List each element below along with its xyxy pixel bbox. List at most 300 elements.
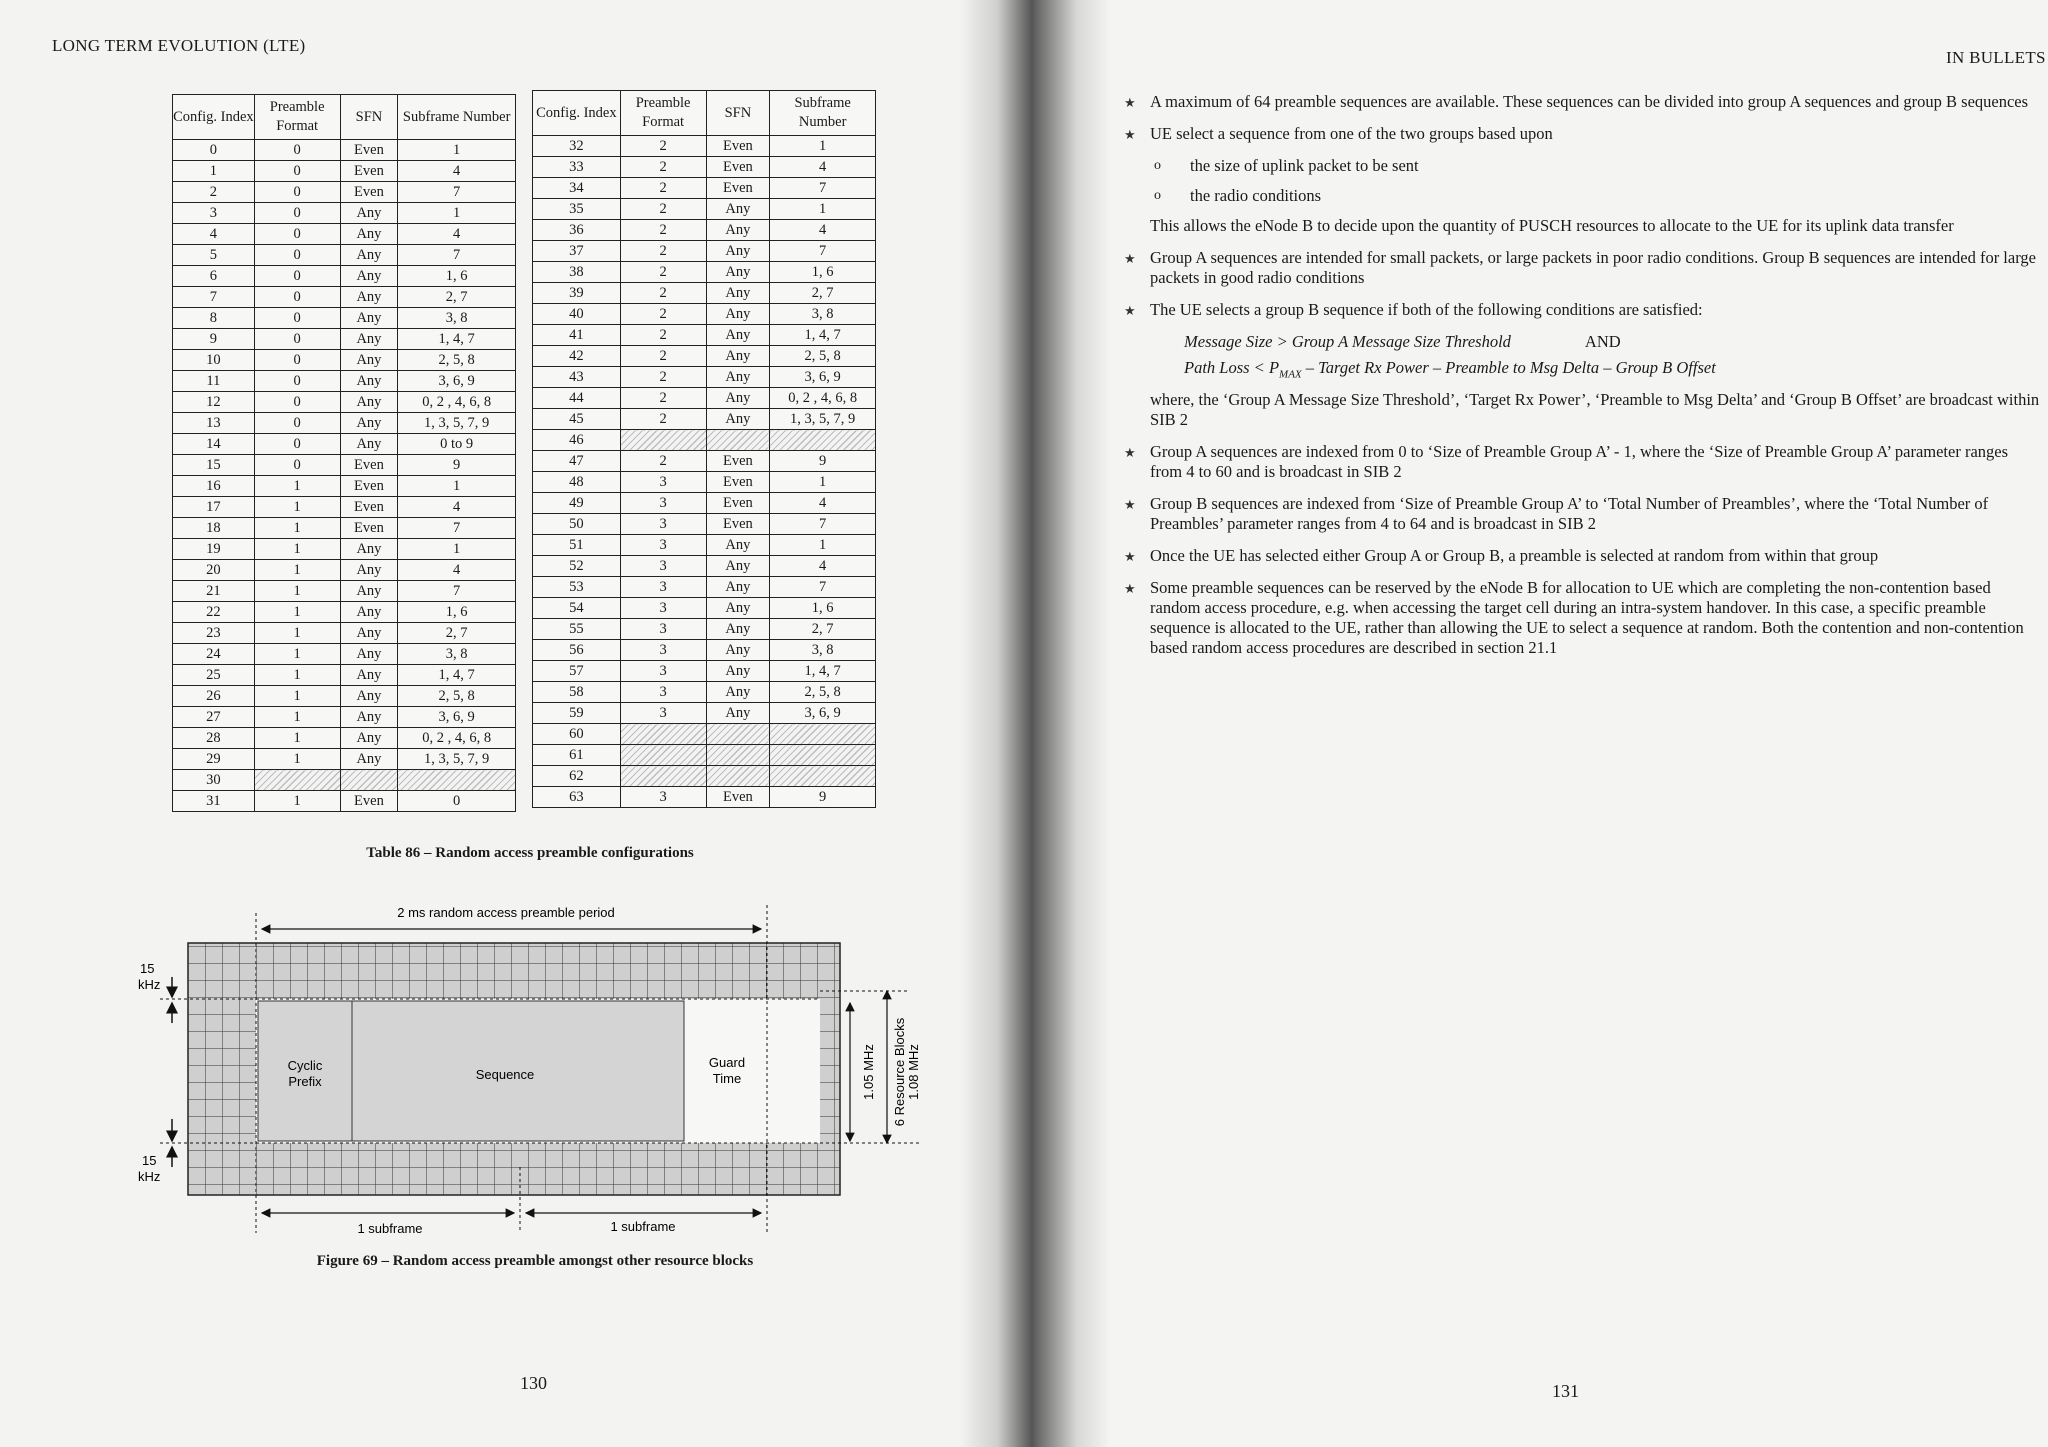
table-cell: Even <box>706 451 770 472</box>
table-row <box>173 728 516 749</box>
table-row <box>533 367 876 388</box>
hatched-cell <box>620 724 706 745</box>
table-cell: 1, 4, 7 <box>398 665 516 686</box>
table-cell: 2 <box>620 157 706 178</box>
top-spacing-unit: kHz <box>138 977 161 992</box>
table-cell: 0 <box>254 434 340 455</box>
table-cell: Even <box>340 455 398 476</box>
table-cell: 45 <box>533 409 621 430</box>
table-cell: 31 <box>173 791 255 812</box>
table-cell: Any <box>706 703 770 724</box>
table-cell: 0 <box>173 140 255 161</box>
table-cell: Any <box>706 619 770 640</box>
table-cell: Any <box>340 245 398 266</box>
bottom-spacing-value: 15 <box>142 1153 157 1168</box>
table-cell: 44 <box>533 388 621 409</box>
bullet-list <box>1124 92 2040 670</box>
table-cell: 30 <box>173 770 255 791</box>
sub-bullet-text: the size of uplink packet to be sent <box>1190 156 1419 175</box>
table-cell: 2 <box>620 451 706 472</box>
table-cell: Any <box>340 203 398 224</box>
hatched-cell <box>706 430 770 451</box>
table-cell: 60 <box>533 724 621 745</box>
equation-subscript: MAX <box>1279 368 1302 381</box>
table-cell: 1 <box>254 623 340 644</box>
hatched-cell <box>706 766 770 787</box>
header-subframe-number: Subframe Number <box>770 91 876 136</box>
table-row <box>533 577 876 598</box>
table-cell: 1 <box>254 581 340 602</box>
figure-caption: Figure 69 – Random access preamble amongst other resource blocks <box>316 1253 754 1269</box>
table-cell: 1, 3, 5, 7, 9 <box>770 409 876 430</box>
table-row <box>533 514 876 535</box>
table-row <box>533 766 876 787</box>
table-cell: Any <box>706 598 770 619</box>
table-cell: 0 <box>254 392 340 413</box>
table-cell: 1 <box>254 644 340 665</box>
table-cell: 3 <box>620 661 706 682</box>
table-cell: 49 <box>533 493 621 514</box>
table-row <box>533 199 876 220</box>
table-cell: 1, 6 <box>398 266 516 287</box>
table-row <box>173 623 516 644</box>
table-cell: Even <box>706 514 770 535</box>
table-row <box>173 161 516 182</box>
table-row <box>533 703 876 724</box>
table-cell: 3 <box>620 556 706 577</box>
bullet-item <box>1124 494 2040 534</box>
table-cell: 3 <box>620 703 706 724</box>
table-cell: Any <box>706 304 770 325</box>
table-cell: 0 <box>254 329 340 350</box>
table-row <box>173 245 516 266</box>
table-cell: Even <box>340 140 398 161</box>
table-row <box>173 413 516 434</box>
table-cell: 1 <box>254 791 340 812</box>
table-cell: 4 <box>770 220 876 241</box>
table-cell: Any <box>706 220 770 241</box>
table-cell: 4 <box>770 493 876 514</box>
table-cell: 0, 2 , 4, 6, 8 <box>770 388 876 409</box>
guard-time-label-2: Time <box>712 1071 742 1086</box>
table-cell: 3 <box>620 619 706 640</box>
bullet-item <box>1124 442 2040 482</box>
table-cell: Any <box>706 640 770 661</box>
table-cell: 37 <box>533 241 621 262</box>
table-row <box>533 598 876 619</box>
table-row <box>533 493 876 514</box>
table-cell: 1 <box>254 539 340 560</box>
table-cell: 14 <box>173 434 255 455</box>
bullet-text: A maximum of 64 preamble sequences are available. These sequences can be divided into group A sequences and group B sequences <box>1150 92 2029 111</box>
table-cell: 0, 2 , 4, 6, 8 <box>398 392 516 413</box>
table-cell: Any <box>706 367 770 388</box>
table-row <box>173 749 516 770</box>
table-cell: 9 <box>770 787 876 808</box>
table-cell: 1 <box>770 199 876 220</box>
table-row <box>173 308 516 329</box>
table-cell: Any <box>340 350 398 371</box>
table-cell: 11 <box>173 371 255 392</box>
header-preamble-format: Preamble Format <box>254 95 340 140</box>
table-cell: 4 <box>173 224 255 245</box>
table-cell: Any <box>706 283 770 304</box>
table-cell: 33 <box>533 157 621 178</box>
bullet-item <box>1124 300 2040 320</box>
top-spacing-value: 15 <box>140 961 155 976</box>
table-cell: 1 <box>254 560 340 581</box>
table-cell: 2 <box>620 409 706 430</box>
table-cell: 0 <box>254 245 340 266</box>
hatched-cell <box>706 724 770 745</box>
table-cell: 55 <box>533 619 621 640</box>
table-row <box>533 409 876 430</box>
table-row <box>533 220 876 241</box>
hatched-cell <box>398 770 516 791</box>
table-cell: 26 <box>173 686 255 707</box>
table-row <box>173 434 516 455</box>
table-row <box>173 455 516 476</box>
table-cell: Even <box>706 178 770 199</box>
table-cell: Any <box>340 623 398 644</box>
table-cell: 2, 5, 8 <box>398 350 516 371</box>
hatched-cell <box>770 430 876 451</box>
header-config-index: Config. Index <box>533 91 621 136</box>
table-cell: 2 <box>620 346 706 367</box>
table-cell: 2 <box>620 220 706 241</box>
table-cell: 53 <box>533 577 621 598</box>
left-running-head: LONG TERM EVOLUTION (LTE) <box>52 36 306 55</box>
table-cell: 46 <box>533 430 621 451</box>
table-row <box>173 329 516 350</box>
table-cell: 3, 6, 9 <box>398 371 516 392</box>
table-cell: 2 <box>620 136 706 157</box>
bullet-text: The UE selects a group B sequence if both of the following conditions are satisfied: <box>1150 300 1703 319</box>
table-cell: 3, 8 <box>770 304 876 325</box>
table-row <box>533 724 876 745</box>
star-bullet-icon: ★ <box>1124 95 1136 110</box>
table-cell: 2, 7 <box>398 623 516 644</box>
paragraph <box>1150 216 2040 236</box>
bottom-spacing-unit: kHz <box>138 1169 161 1184</box>
table-cell: 2, 5, 8 <box>770 682 876 703</box>
table-cell: 1 <box>254 518 340 539</box>
table-cell: 1, 4, 7 <box>770 325 876 346</box>
table-cell: 1, 3, 5, 7, 9 <box>398 413 516 434</box>
table-cell: 40 <box>533 304 621 325</box>
table-cell: 7 <box>398 518 516 539</box>
table-cell: 1 <box>254 497 340 518</box>
header-sfn: SFN <box>706 91 770 136</box>
table-cell: Even <box>340 161 398 182</box>
header-subframe-number: Subframe Number <box>398 95 516 140</box>
table-cell: Any <box>340 392 398 413</box>
table-cell: 1 <box>254 602 340 623</box>
book-gutter <box>960 0 1110 1447</box>
table-cell: 47 <box>533 451 621 472</box>
right-page-number: 131 <box>1552 1381 1579 1401</box>
table-row <box>533 178 876 199</box>
table-row <box>173 224 516 245</box>
table-cell: 59 <box>533 703 621 724</box>
bullet-item <box>1124 578 2040 658</box>
table-cell: Any <box>340 539 398 560</box>
table-row <box>533 640 876 661</box>
table-cell: Even <box>706 136 770 157</box>
table-cell: Any <box>706 388 770 409</box>
table-cell: 0 <box>254 266 340 287</box>
hatched-cell <box>770 724 876 745</box>
table-cell: 20 <box>173 560 255 581</box>
table-cell: 50 <box>533 514 621 535</box>
table-row <box>533 262 876 283</box>
table-cell: Any <box>340 329 398 350</box>
star-bullet-icon: ★ <box>1124 497 1136 513</box>
sub-bullet-text: the radio conditions <box>1190 186 1322 205</box>
table-row <box>173 476 516 497</box>
table-cell: 0 <box>254 224 340 245</box>
table-cell: Any <box>706 409 770 430</box>
table-cell: 54 <box>533 598 621 619</box>
table-cell: 7 <box>398 581 516 602</box>
table-cell: Even <box>706 493 770 514</box>
table-cell: 1 <box>173 161 255 182</box>
table-cell: Any <box>706 346 770 367</box>
table-cell: 18 <box>173 518 255 539</box>
table-cell: Any <box>340 665 398 686</box>
table-cell: 0 <box>254 182 340 203</box>
star-bullet-icon: ★ <box>1124 581 1136 597</box>
table-cell: 0 <box>254 287 340 308</box>
table-cell: 3 <box>620 472 706 493</box>
table-cell: Any <box>340 749 398 770</box>
table-cell: 7 <box>770 241 876 262</box>
table-row <box>533 682 876 703</box>
table-row <box>173 686 516 707</box>
table-cell: 22 <box>173 602 255 623</box>
condition-equation-2 <box>1184 358 2040 384</box>
table-cell: 2, 5, 8 <box>398 686 516 707</box>
table-cell: Any <box>340 224 398 245</box>
star-bullet-icon: ★ <box>1124 127 1136 142</box>
table-row <box>173 707 516 728</box>
table-cell: 0 <box>254 308 340 329</box>
table-cell: Any <box>340 560 398 581</box>
table-cell: 9 <box>770 451 876 472</box>
table-cell: 1 <box>254 728 340 749</box>
table-row <box>173 266 516 287</box>
hatched-cell <box>706 745 770 766</box>
table-cell: 0 <box>254 413 340 434</box>
table-cell: 19 <box>173 539 255 560</box>
table-cell: 24 <box>173 644 255 665</box>
header-preamble-format: Preamble Format <box>620 91 706 136</box>
star-bullet-icon: ★ <box>1124 251 1136 266</box>
table-row <box>533 556 876 577</box>
table-row <box>173 518 516 539</box>
rb-bandwidth-label: 1.08 MHz <box>906 1044 921 1100</box>
table-row <box>533 661 876 682</box>
table-cell: 3, 6, 9 <box>770 703 876 724</box>
table-cell: 42 <box>533 346 621 367</box>
table-cell: Any <box>706 535 770 556</box>
table-cell: 0 <box>398 791 516 812</box>
table-cell: Any <box>340 602 398 623</box>
table-cell: Any <box>340 686 398 707</box>
table-row <box>533 304 876 325</box>
star-bullet-icon: ★ <box>1124 303 1136 318</box>
table-cell: Any <box>706 682 770 703</box>
table-cell: 29 <box>173 749 255 770</box>
table-cell: 1 <box>770 472 876 493</box>
bullet-text: Some preamble sequences can be reserved by the eNode B for allocation to UE which are completing the non-contention based random access procedure, e.g. when accessing the target cell during an intra-system handover. In this case, a specific preamble sequence is allocated to the UE, rather than allowing the UE to select a sequence at random. Both the contention and non-contention based random access procedures are described in section 21.1 <box>1150 578 2024 658</box>
table-cell: 21 <box>173 581 255 602</box>
table-row <box>533 787 876 808</box>
table-cell: 15 <box>173 455 255 476</box>
table-cell: Any <box>706 199 770 220</box>
bullet-text: Group A sequences are intended for small packets, or large packets in poor radio conditions. Group B sequences are intended for large packets in good radio conditions <box>1150 248 2036 287</box>
hatched-cell <box>254 770 340 791</box>
table-row <box>533 136 876 157</box>
paragraph-text: This allows the eNode B to decide upon the quantity of PUSCH resources to allocate to the UE for its uplink data transfer <box>1150 216 1954 235</box>
table-cell: Any <box>340 728 398 749</box>
paragraph <box>1150 390 2040 430</box>
table-cell: 1 <box>398 539 516 560</box>
sequence-label: Sequence <box>475 1067 535 1082</box>
condition-equation-1 <box>1184 332 2040 352</box>
table-cell: Any <box>340 707 398 728</box>
table-row <box>533 346 876 367</box>
header-sfn: SFN <box>340 95 398 140</box>
table-cell: 2 <box>620 325 706 346</box>
sub-bullet-item <box>1150 186 2040 206</box>
table-row <box>173 371 516 392</box>
subframe-label-1: 1 subframe <box>357 1221 423 1236</box>
table-cell: 6 <box>173 266 255 287</box>
table-cell: Any <box>706 325 770 346</box>
table-row <box>533 451 876 472</box>
table-cell: 3 <box>620 493 706 514</box>
table-row <box>173 287 516 308</box>
table-cell: Any <box>340 266 398 287</box>
table-cell: 7 <box>173 287 255 308</box>
table-cell: 0 <box>254 455 340 476</box>
table-cell: 0 to 9 <box>398 434 516 455</box>
table-cell: 8 <box>173 308 255 329</box>
table-cell: Even <box>340 791 398 812</box>
table-cell: 2 <box>620 178 706 199</box>
table-cell: 1 <box>254 476 340 497</box>
table-cell: 35 <box>533 199 621 220</box>
config-table-left <box>172 94 516 812</box>
table-cell: 3, 8 <box>398 644 516 665</box>
table-cell: Even <box>340 497 398 518</box>
table-cell: Any <box>706 661 770 682</box>
table-cell: 2 <box>620 199 706 220</box>
table-row <box>173 140 516 161</box>
table-cell: 1 <box>770 535 876 556</box>
bullet-item <box>1124 92 2040 112</box>
table-cell: 12 <box>173 392 255 413</box>
table-row <box>533 472 876 493</box>
table-cell: 1, 3, 5, 7, 9 <box>398 749 516 770</box>
bandwidth-label: 1.05 MHz <box>861 1044 876 1100</box>
table-cell: Even <box>706 787 770 808</box>
table-cell: 51 <box>533 535 621 556</box>
table-cell: 2, 7 <box>398 287 516 308</box>
table-row <box>533 325 876 346</box>
table-cell: 3 <box>173 203 255 224</box>
table-cell: 1, 4, 7 <box>398 329 516 350</box>
table-cell: 3, 6, 9 <box>398 707 516 728</box>
guard-time-label-1: Guard <box>708 1055 746 1070</box>
table-row <box>533 619 876 640</box>
hatched-cell <box>620 430 706 451</box>
table-row <box>173 770 516 791</box>
table-cell: 61 <box>533 745 621 766</box>
table-row <box>173 665 516 686</box>
star-bullet-icon: ★ <box>1124 549 1136 565</box>
table-cell: 1 <box>254 665 340 686</box>
table-row <box>173 560 516 581</box>
table-cell: 0 <box>254 350 340 371</box>
table-cell: Even <box>340 182 398 203</box>
table-cell: 7 <box>770 178 876 199</box>
table-cell: Any <box>340 434 398 455</box>
table-cell: 9 <box>173 329 255 350</box>
header-config-index: Config. Index <box>173 95 255 140</box>
table-cell: 2, 7 <box>770 619 876 640</box>
table-cell: 23 <box>173 623 255 644</box>
table-cell: 0 <box>254 161 340 182</box>
table-cell: Any <box>340 581 398 602</box>
table-cell: 36 <box>533 220 621 241</box>
table-cell: 52 <box>533 556 621 577</box>
table-cell: 48 <box>533 472 621 493</box>
table-cell: 4 <box>398 560 516 581</box>
table-cell: 56 <box>533 640 621 661</box>
table-cell: 3 <box>620 535 706 556</box>
bullet-item <box>1124 248 2040 288</box>
table-cell: 1, 6 <box>398 602 516 623</box>
table-cell: 27 <box>173 707 255 728</box>
circle-bullet-icon: o <box>1154 188 1161 203</box>
table-cell: 7 <box>770 577 876 598</box>
table-cell: 3 <box>620 577 706 598</box>
bullet-text: Once the UE has selected either Group A or Group B, a preamble is selected at random from within that group <box>1150 546 1879 566</box>
table-cell: 28 <box>173 728 255 749</box>
table-cell: 10 <box>173 350 255 371</box>
table-row <box>173 392 516 413</box>
table-cell: Even <box>340 518 398 539</box>
config-table-right <box>532 90 876 808</box>
table-cell: 17 <box>173 497 255 518</box>
subframe-label-2: 1 subframe <box>610 1219 676 1234</box>
table-cell: 7 <box>398 245 516 266</box>
table-cell: 32 <box>533 136 621 157</box>
hatched-cell <box>340 770 398 791</box>
resource-blocks-label: 6 Resource Blocks <box>892 1017 907 1127</box>
table-cell: 2, 5, 8 <box>770 346 876 367</box>
table-cell: 2 <box>173 182 255 203</box>
table-cell: 4 <box>398 224 516 245</box>
table-cell: 3, 8 <box>770 640 876 661</box>
hatched-cell <box>770 745 876 766</box>
table-cell: 57 <box>533 661 621 682</box>
bullet-item <box>1124 124 2040 144</box>
table-cell: 7 <box>398 182 516 203</box>
period-label: 2 ms random access preamble period <box>397 905 615 920</box>
